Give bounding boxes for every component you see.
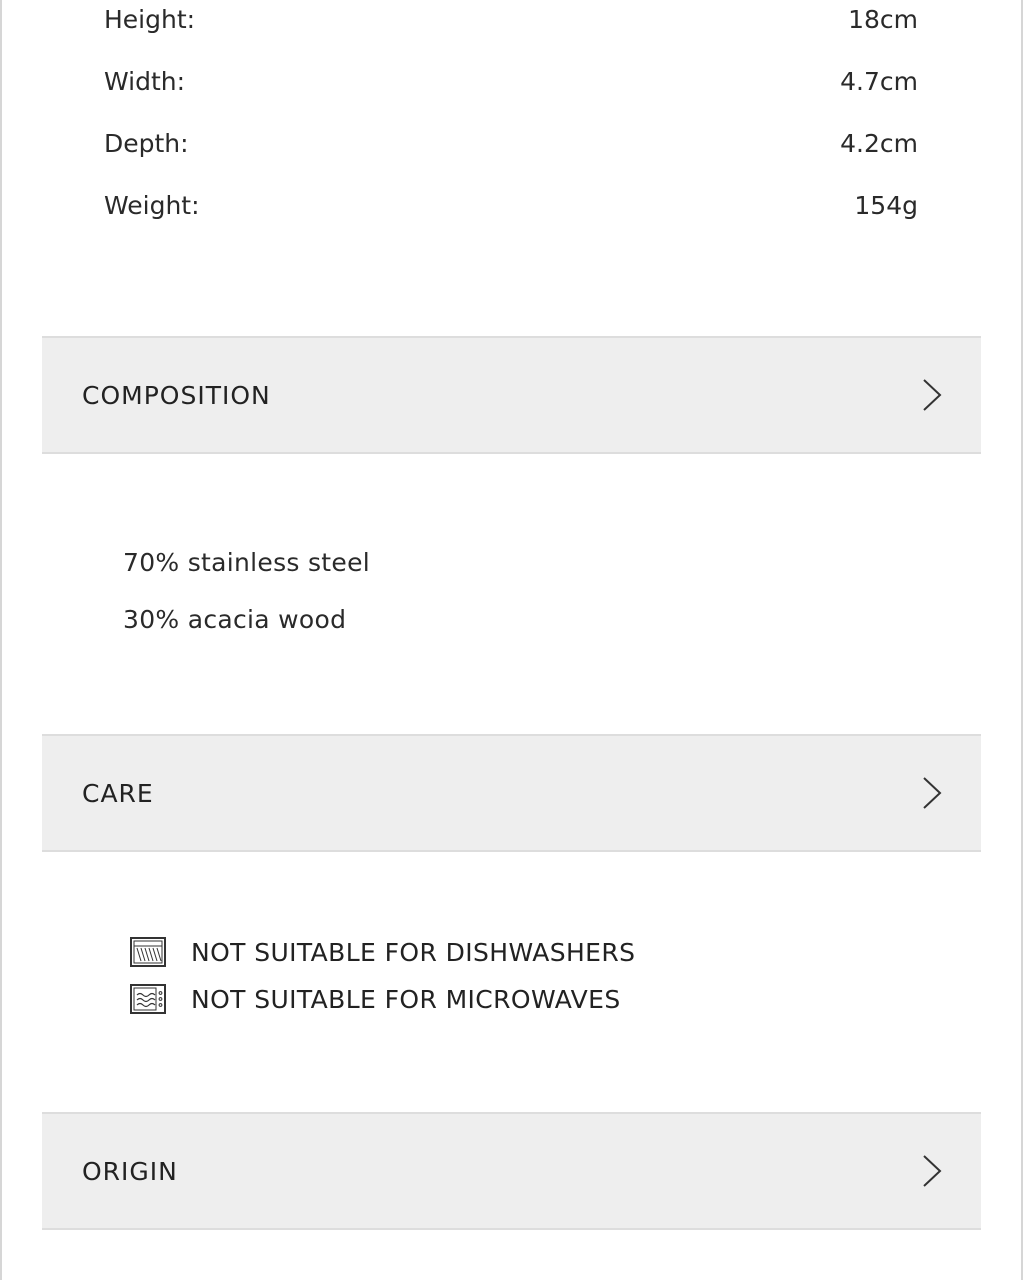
dimension-value: 154g — [854, 190, 918, 220]
composition-title: COMPOSITION — [82, 380, 271, 410]
dimension-row-weight — [104, 187, 918, 223]
chevron-right-icon — [921, 1154, 943, 1188]
care-item-microwave — [130, 981, 621, 1017]
composition-line: 30% acacia wood — [123, 605, 347, 634]
origin-title: ORIGIN — [82, 1156, 178, 1186]
care-item-text: NOT SUITABLE FOR MICROWAVES — [191, 984, 621, 1014]
dimension-value: 4.2cm — [840, 128, 918, 158]
composition-line: 70% stainless steel — [123, 548, 371, 577]
chevron-right-icon — [921, 378, 943, 412]
origin-accordion-header[interactable] — [42, 1112, 981, 1230]
dimension-label: Width: — [104, 66, 186, 96]
dimension-label: Height: — [104, 4, 196, 34]
dishwasher-icon — [130, 937, 166, 967]
dimension-row-height — [104, 1, 918, 37]
chevron-right-icon — [921, 776, 943, 810]
composition-accordion-header[interactable] — [42, 336, 981, 454]
dimension-value: 4.7cm — [840, 66, 918, 96]
care-accordion-header[interactable] — [42, 734, 981, 852]
dimension-row-depth — [104, 125, 918, 161]
dimension-value: 18cm — [848, 4, 918, 34]
dimension-label: Depth: — [104, 128, 189, 158]
care-title: CARE — [82, 778, 154, 808]
microwave-icon — [130, 984, 166, 1014]
care-item-text: NOT SUITABLE FOR DISHWASHERS — [191, 937, 636, 967]
dimension-label: Weight: — [104, 190, 200, 220]
dimension-row-width — [104, 63, 918, 99]
care-item-dishwasher — [130, 934, 635, 970]
